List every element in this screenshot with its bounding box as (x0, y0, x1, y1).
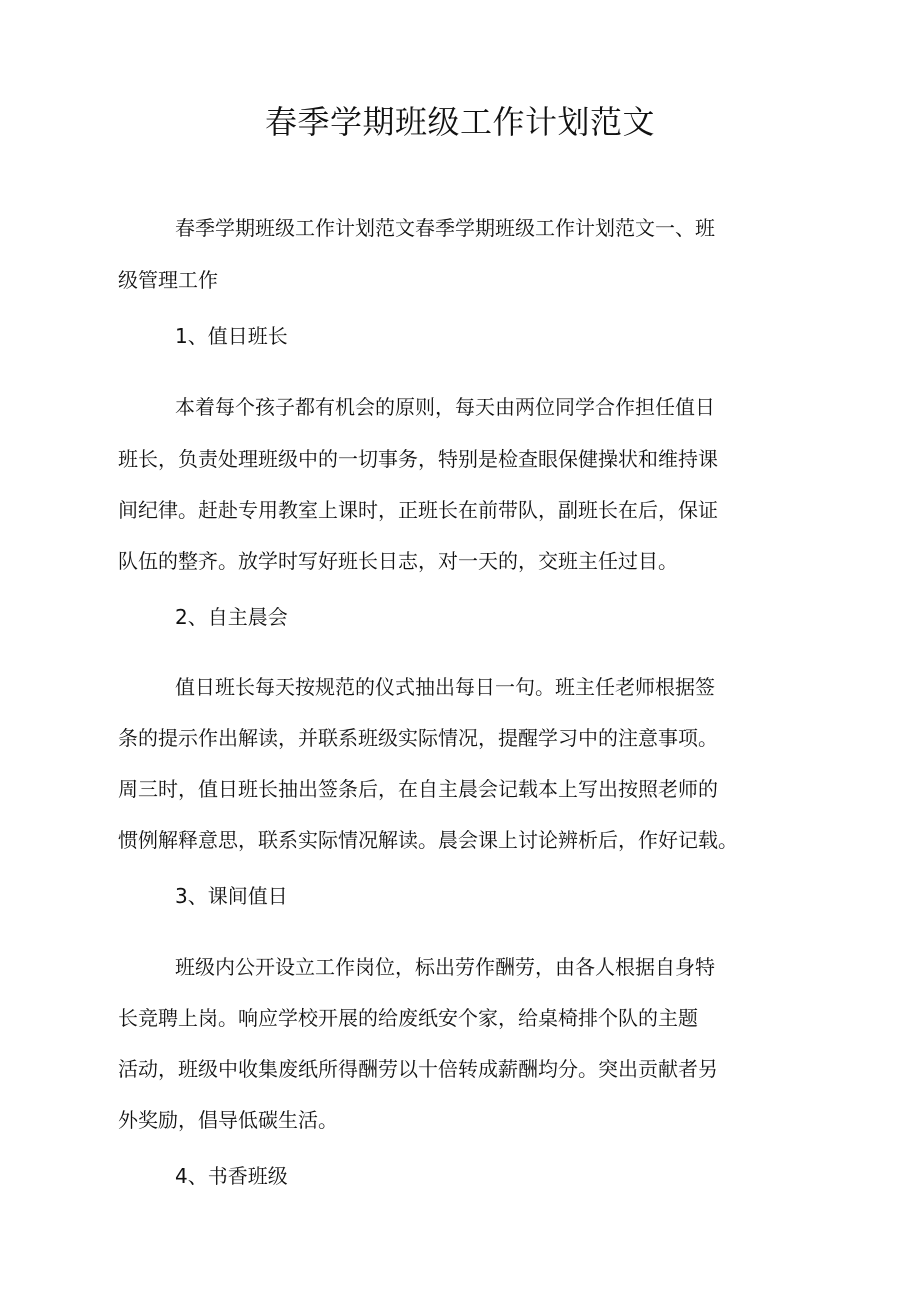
section-3-line-1: 班级内公开设立工作岗位，标出劳作酬劳，由各人根据自身特 (175, 955, 715, 979)
section-3-line-3: 活动，班级中收集废纸所得酬劳以十倍转成薪酬均分。突出贡献者另 (118, 1057, 718, 1081)
section-heading-3: 3、课间值日 (175, 884, 288, 908)
document-title: 春季学期班级工作计划范文 (264, 103, 655, 141)
section-3-line-4: 外奖励，倡导低碳生活。 (118, 1108, 338, 1132)
section-1-line-3: 间纪律。赶赴专用教室上课时，正班长在前带队，副班长在后，保证 (118, 498, 718, 522)
section-2-line-1: 值日班长每天按规范的仪式抽出每日一句。班主任老师根据签 (175, 675, 715, 699)
section-1-line-2: 班长，负责处理班级中的一切事务，特别是检查眼保健操状和维持课 (118, 447, 718, 471)
section-2-line-3: 周三时，值日班长抽出签条后，在自主晨会记载本上写出按照老师的 (118, 777, 718, 801)
intro-line-1: 春季学期班级工作计划范文春季学期班级工作计划范文一、班 (175, 216, 715, 240)
section-1-line-1: 本着每个孩子都有机会的原则，每天由两位同学合作担任值日 (175, 395, 715, 419)
section-3-line-2: 长竞聘上岗。响应学校开展的给废纸安个家，给桌椅排个队的主题 (118, 1006, 698, 1030)
section-2-line-2: 条的提示作出解读，并联系班级实际情况，提醒学习中的注意事项。 (118, 726, 718, 750)
section-heading-2: 2、自主晨会 (175, 605, 288, 629)
intro-line-2: 级管理工作 (118, 268, 218, 292)
section-2-line-4: 惯例解释意思，联系实际情况解读。晨会课上讨论辨析后，作好记载。 (118, 828, 738, 852)
section-heading-1: 1、值日班长 (175, 324, 288, 348)
section-1-line-4: 队伍的整齐。放学时写好班长日志，对一天的，交班主任过目。 (118, 549, 678, 573)
section-heading-4: 4、书香班级 (175, 1164, 288, 1188)
